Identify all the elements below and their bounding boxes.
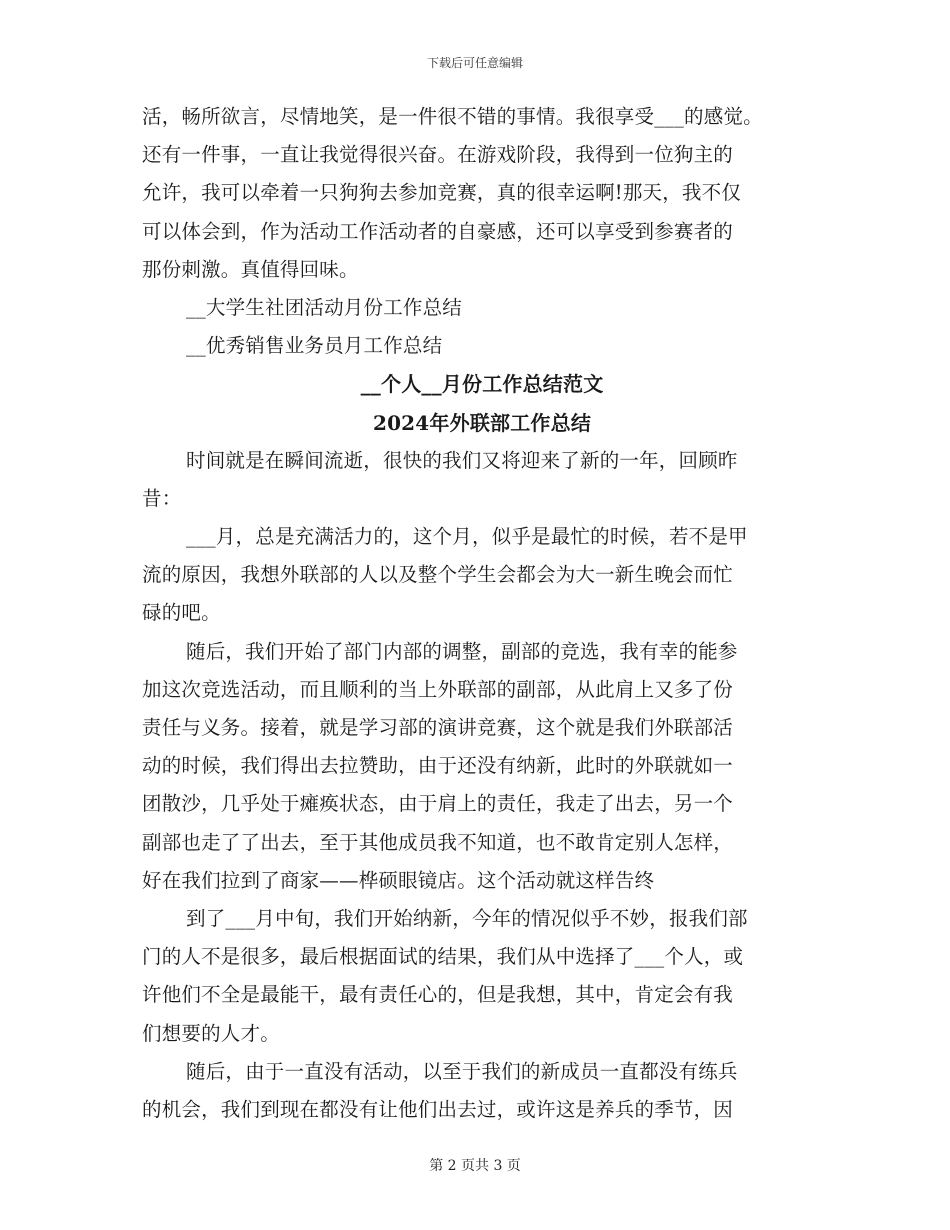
body-line: 随后，我们开始了部门内部的调整，副部的竞选，我有幸的能参 — [186, 639, 738, 663]
body-line: 可以体会到，作为活动工作活动者的自豪感，还可以享受到参赛者的 — [142, 219, 734, 243]
body-line: 那份刺激。真值得回味。 — [142, 257, 359, 281]
body-line: 副部也走了了出去，至于其他成员我不知道，也不敢肯定别人怎样， — [142, 830, 734, 854]
body-line: ___月，总是充满活力的，这个月，似乎是最忙的时候，若不是甲 — [186, 525, 748, 549]
body-line: 还有一件事，一直让我觉得很兴奋。在游戏阶段，我得到一位狗主的 — [142, 143, 734, 167]
section-heading: __个人__月份工作总结范文 — [360, 372, 604, 397]
body-line: 好在我们拉到了商家——桦硕眼镜店。这个活动就这样告终 — [142, 868, 655, 892]
related-link-title: __大学生社团活动月份工作总结 — [186, 295, 463, 319]
body-line: 加这次竞选活动，而且顺利的当上外联部的副部，从此肩上又多了份 — [142, 677, 734, 701]
body-line: 们想要的人才。 — [142, 1021, 280, 1045]
body-line: 动的时候，我们得出去拉赞助，由于还没有纳新，此时的外联就如一 — [142, 754, 734, 778]
page-number: 第 2 页共 3 页 — [429, 1158, 521, 1174]
document-body — [142, 98, 822, 1129]
section-heading: 2024年外联部工作总结 — [372, 410, 592, 435]
body-line: 允许，我可以牵着一只狗狗去参加竞赛，真的很幸运啊!那天，我不仅 — [142, 181, 742, 205]
body-line: 随后，由于一直没有活动，以至于我们的新成员一直都没有练兵 — [186, 1059, 738, 1083]
body-line: 昔： — [142, 486, 182, 510]
page-header-note: 下载后可任意编辑 — [426, 56, 523, 70]
body-line: 责任与义务。接着，就是学习部的演讲竞赛，这个就是我们外联部活 — [142, 716, 734, 739]
body-line: 时间就是在瞬间流逝，很快的我们又将迎来了新的一年，回顾昨 — [186, 448, 738, 472]
body-line: 许他们不全是最能干，最有责任心的，但是我想，其中，肯定会有我 — [142, 983, 734, 1007]
body-line: 碌的吧。 — [142, 601, 221, 625]
body-line: 的机会，我们到现在都没有让他们出去过，或许这是养兵的季节，因 — [142, 1097, 734, 1121]
body-line: 到了___月中旬，我们开始纳新，今年的情况似乎不妙，报我们部 — [186, 906, 748, 930]
body-line: 流的原因，我想外联部的人以及整个学生会都会为大一新生晚会而忙 — [142, 563, 734, 587]
body-line: 活，畅所欲言，尽情地笑，是一件很不错的事情。我很享受___的感觉。 — [142, 105, 763, 128]
body-line: 团散沙，几乎处于瘫痪状态，由于肩上的责任，我走了出去，另一个 — [142, 792, 734, 816]
body-line: 门的人不是很多，最后根据面试的结果，我们从中选择了___个人，或 — [142, 945, 744, 969]
related-link-title: __优秀销售业务员月工作总结 — [186, 334, 443, 358]
